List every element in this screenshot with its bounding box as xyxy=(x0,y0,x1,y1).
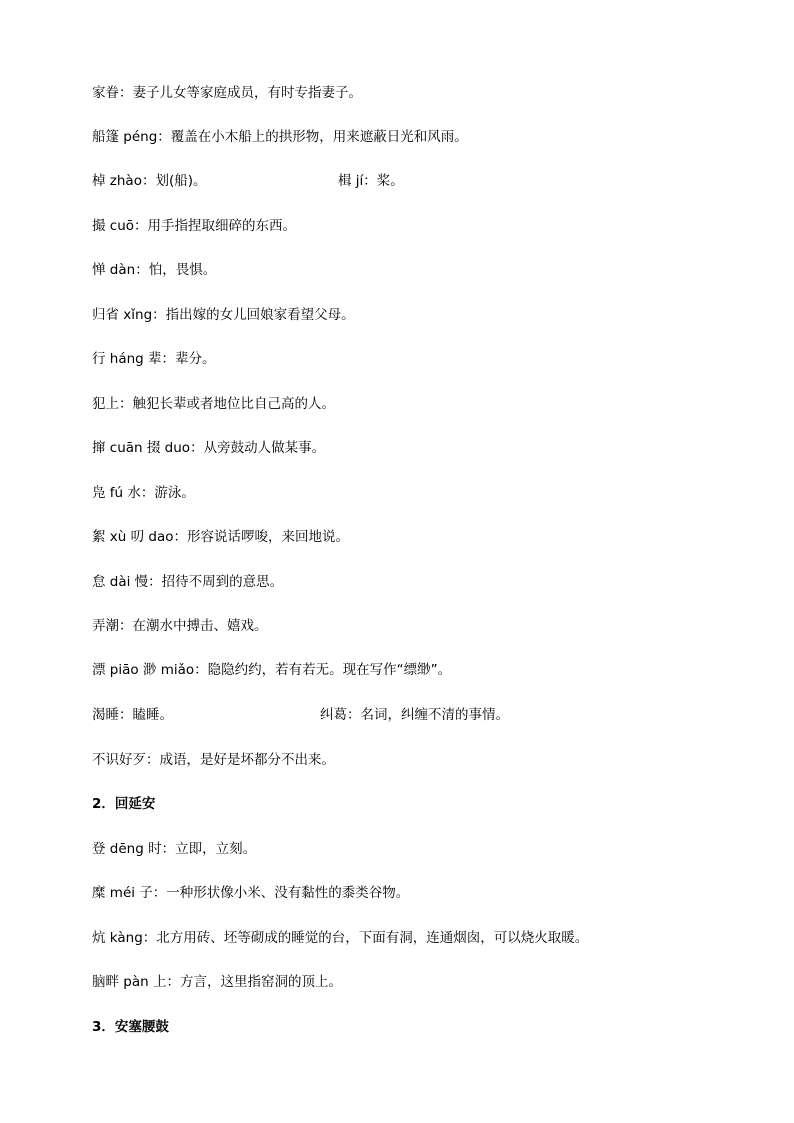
entry-meizi: 糜 méi 子：一种形状像小米、没有黏性的黍类谷物。 xyxy=(92,885,410,901)
entry-nongchao: 弄潮：在潮水中搏击、嬉戏。 xyxy=(92,618,268,634)
entry-dan: 惮 dàn：怕，畏惧。 xyxy=(92,262,217,278)
section-heading-huiyanan: 2．回延安 xyxy=(92,796,156,812)
entry-hangbei: 行 háng 辈：辈分。 xyxy=(92,351,216,367)
entry-fanshang: 犯上：触犯长辈或者地位比自己高的人。 xyxy=(92,396,335,412)
entry-cuo: 撮 cuō：用手指捏取细碎的东西。 xyxy=(92,218,297,234)
section-heading-ansaiyaogu: 3．安塞腰鼓 xyxy=(92,1019,169,1035)
entry-cuanduo: 撺 cuān 掇 duo：从旁鼓动人做某事。 xyxy=(92,440,326,456)
entry-chuanpeng: 船篷 péng：覆盖在小木船上的拱形物，用来遮蔽日光和风雨。 xyxy=(92,129,468,145)
entry-piaomiao: 漂 piāo 渺 miǎo：隐隐约约，若有若无。现在写作“缥缈”。 xyxy=(92,662,452,678)
entry-kang: 炕 kàng：北方用砖、坯等砌成的睡觉的台，下面有洞，连通烟囱，可以烧火取暖。 xyxy=(92,930,589,946)
entry-zhao: 棹 zhào：划(船)。 xyxy=(92,173,207,189)
entry-fushui: 凫 fú 水：游泳。 xyxy=(92,485,195,501)
entry-guixing: 归省 xǐng：指出嫁的女儿回娘家看望父母。 xyxy=(92,307,355,323)
entry-bushihaodai: 不识好歹：成语，是好是坏都分不出来。 xyxy=(92,752,335,768)
entry-keshui: 渴睡：瞌睡。 xyxy=(92,707,173,723)
entry-daiman: 怠 dài 慢：招待不周到的意思。 xyxy=(92,574,284,590)
entry-xudao: 絮 xù 叨 dao：形容说话啰唆，来回地说。 xyxy=(92,529,350,545)
entry-ji: 楫 jí：桨。 xyxy=(338,173,404,189)
entry-jiuge: 纠葛：名词，纠缠不清的事情。 xyxy=(320,707,509,723)
entry-dengshi: 登 dēng 时：立即，立刻。 xyxy=(92,841,257,857)
entry-jiajuan: 家眷：妻子儿女等家庭成员，有时专指妻子。 xyxy=(92,85,362,101)
entry-naopanshang: 脑畔 pàn 上：方言，这里指窑洞的顶上。 xyxy=(92,974,342,990)
